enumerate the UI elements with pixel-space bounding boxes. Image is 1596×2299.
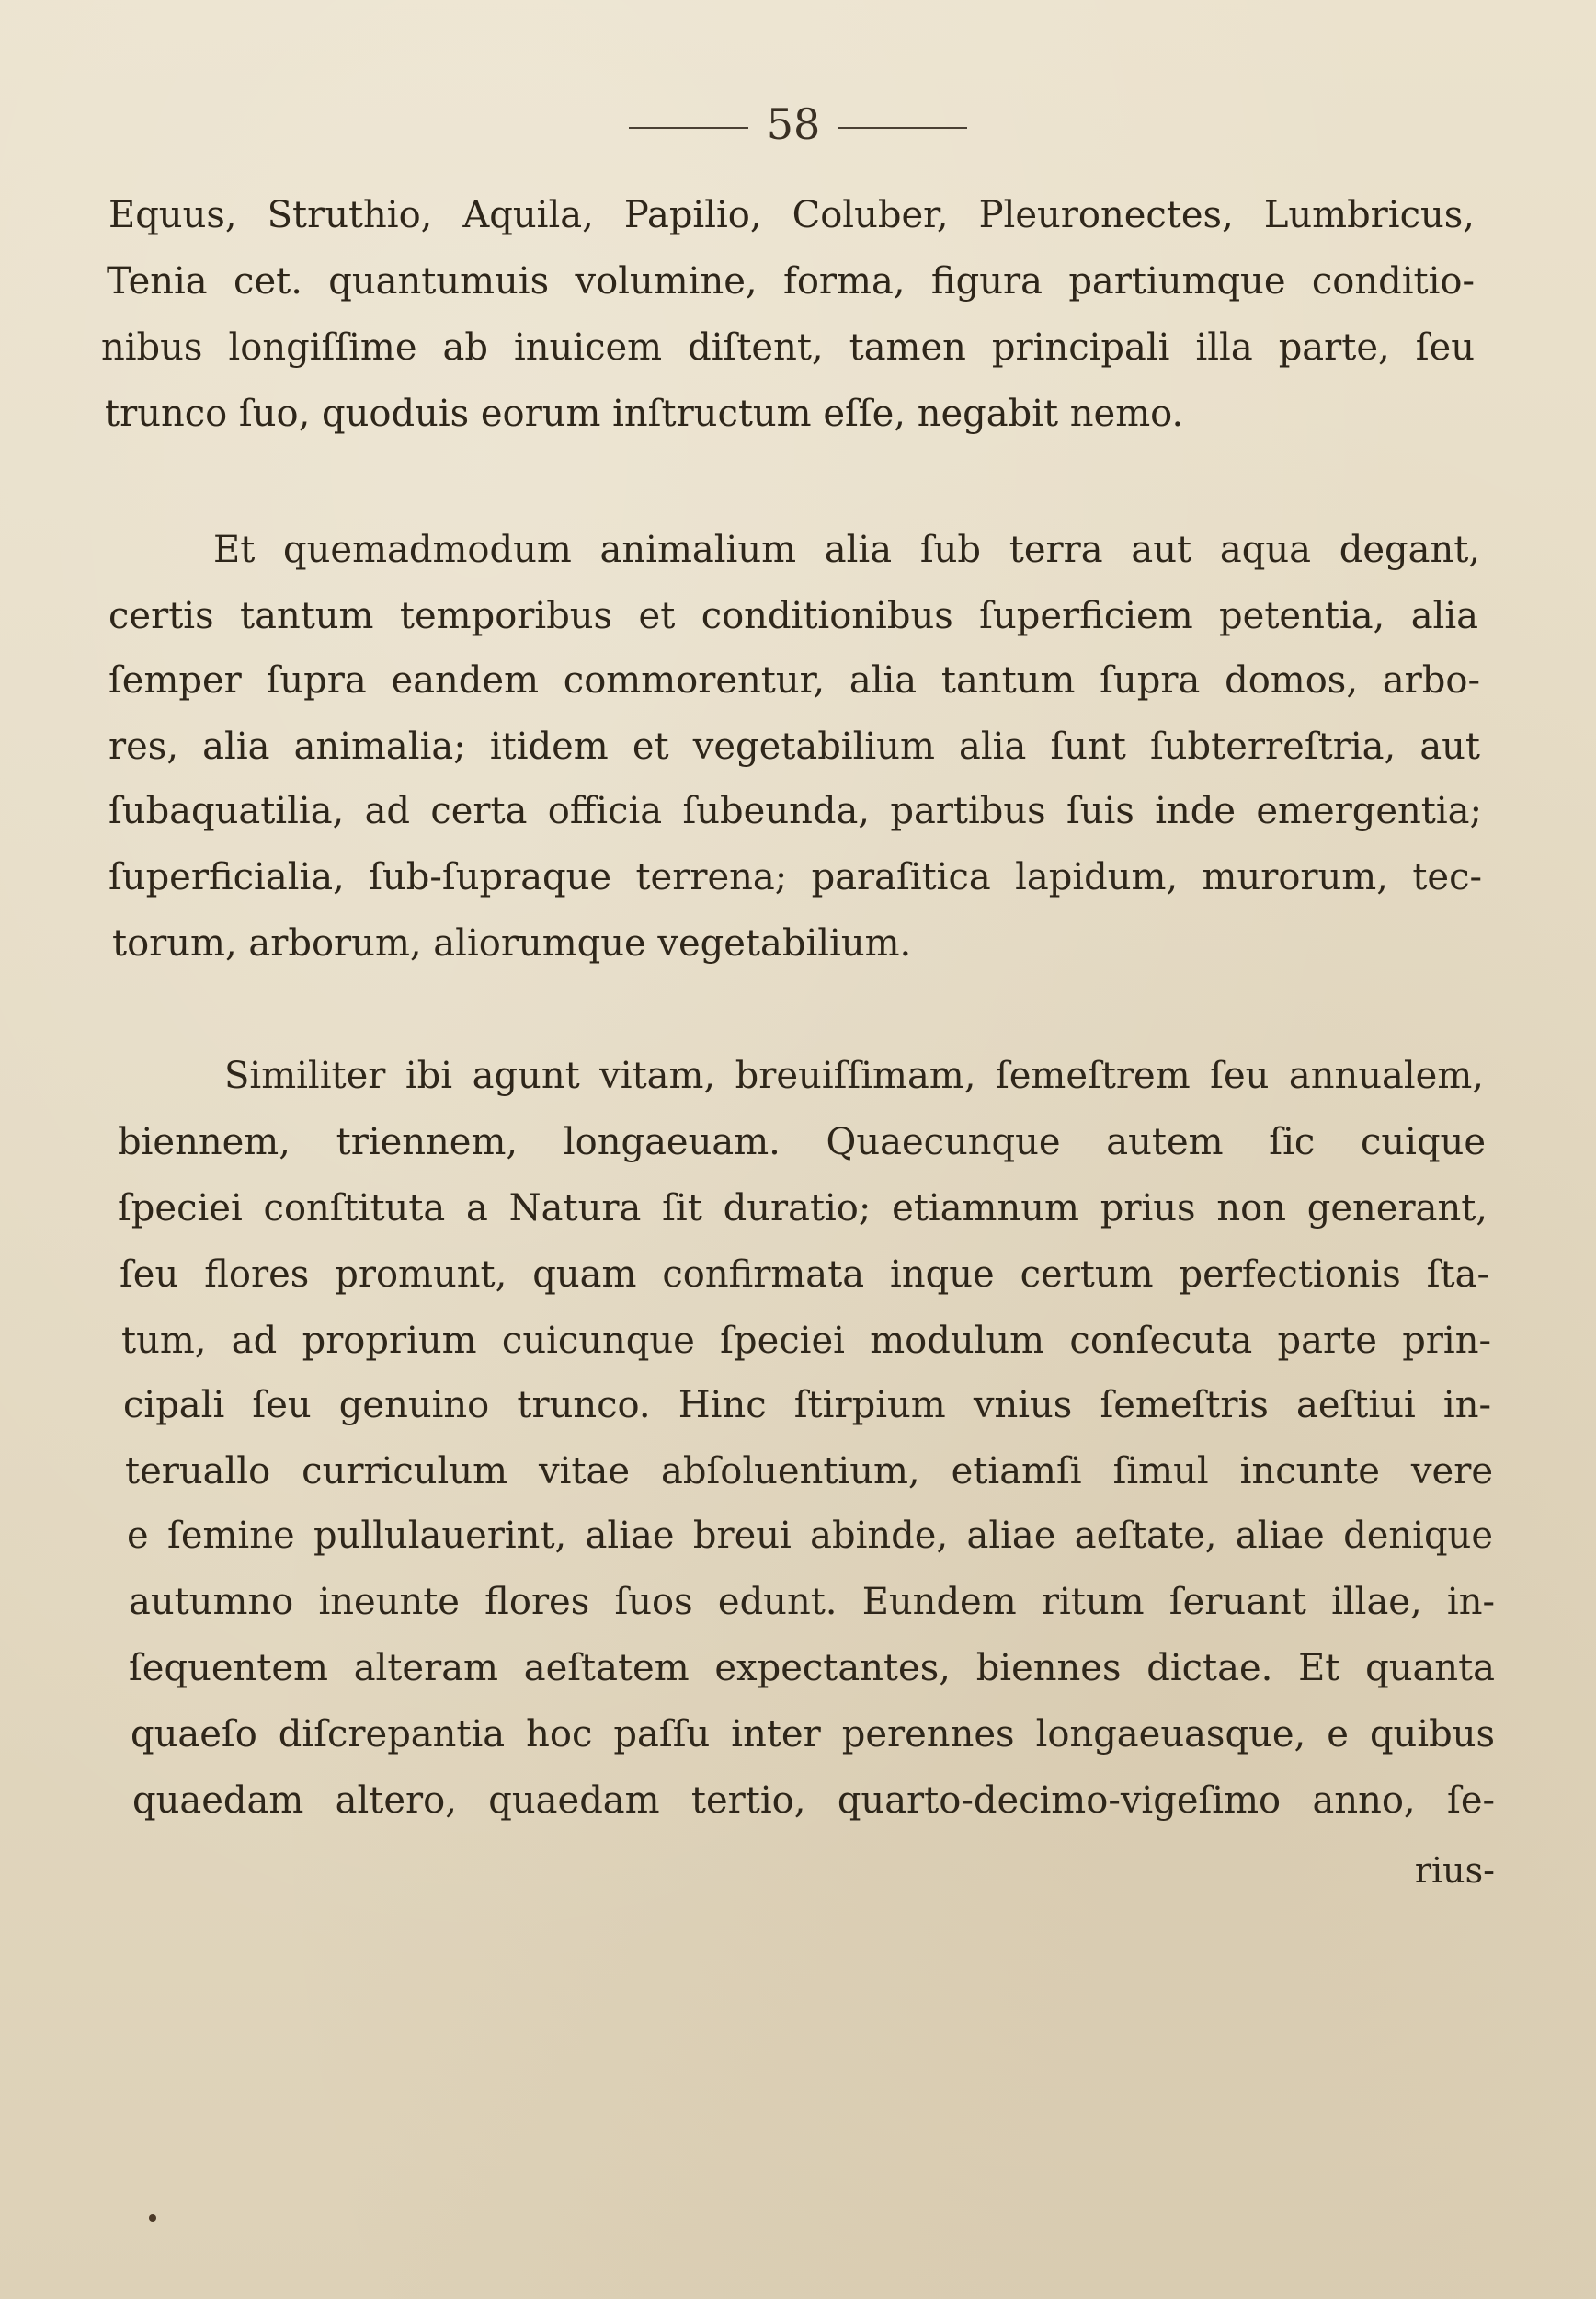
text-line: Et quemadmodum animalium alia ſub terra aut aqua degant,: [213, 529, 1480, 571]
text-line: ſuperficialia, ſub-ſupraque terrena; paraſitica lapidum, murorum, tec-: [108, 856, 1482, 898]
catchword: rius-: [1414, 1850, 1495, 1891]
page-number: 58: [766, 99, 821, 149]
text-line: quaedam altero, quaedam tertio, quarto-decimo-vigeſimo anno, ſe-: [132, 1779, 1495, 1822]
text-line: Equus, Struthio, Aquila, Papilio, Coluber, Pleuronectes, Lumbricus,: [108, 194, 1475, 236]
text-line: ſeu flores promunt, quam confirmata inque certum perfectionis ſta-: [120, 1253, 1489, 1296]
text-line: res, alia animalia; itidem et vegetabilium alia ſunt ſubterreſtria, aut: [108, 726, 1480, 768]
text-line: autumno ineunte flores ſuos edunt. Eundem ritum ſeruant illae, in-: [129, 1581, 1495, 1623]
text-line: trunco ſuo, quoduis eorum inſtructum eſſe, negabit nemo.: [105, 393, 1184, 435]
text-line: certis tantum temporibus et conditionibus ſuperficiem petentia, alia: [108, 595, 1478, 637]
text-line: ſemper ſupra eandem commorentur, alia tantum ſupra domos, arbo-: [108, 659, 1480, 702]
text-line: Tenia cet. quantumuis volumine, forma, figura partiumque conditio-: [107, 260, 1475, 303]
ink-speck: [149, 2214, 156, 2222]
text-line: ſubaquatilia, ad certa officia ſubeunda, partibus ſuis inde emergentia;: [108, 790, 1482, 832]
text-line: torum, arborum, aliorumque vegetabilium.: [112, 922, 912, 965]
text-line: biennem, triennem, longaeuam. Quaecunque autem ſic cuique: [118, 1121, 1486, 1163]
text-line: cipali ſeu genuino trunco. Hinc ſtirpium vnius ſemeſtris aeſtiui in-: [123, 1384, 1491, 1426]
text-line: teruallo curriculum vitae abſoluentium, etiamſi ſimul incunte vere: [125, 1450, 1493, 1493]
header-rule-left: [629, 127, 748, 129]
page-header: [0, 99, 1596, 149]
text-line: nibus longiſſime ab inuicem diſtent, tamen principali illa parte, ſeu: [101, 326, 1475, 369]
text-line: e ſemine pullulauerint, aliae breui abinde, aliae aeſtate, aliae denique: [127, 1515, 1493, 1557]
text-line: quaeſo diſcrepantia hoc paſſu inter perennes longaeuasque, e quibus: [131, 1713, 1495, 1756]
text-line: ſequentem alteram aeſtatem expectantes, biennes dictae. Et quanta: [129, 1647, 1495, 1689]
text-line: ſpeciei conſtituta a Natura ſit duratio; etiamnum prius non generant,: [118, 1187, 1488, 1230]
text-line: tum, ad proprium cuicunque ſpeciei modulum conſecuta parte prin-: [121, 1320, 1491, 1362]
header-rule-right: [838, 127, 967, 129]
text-line: Similiter ibi agunt vitam, breuiſſimam, ſemeſtrem ſeu annualem,: [224, 1055, 1484, 1097]
